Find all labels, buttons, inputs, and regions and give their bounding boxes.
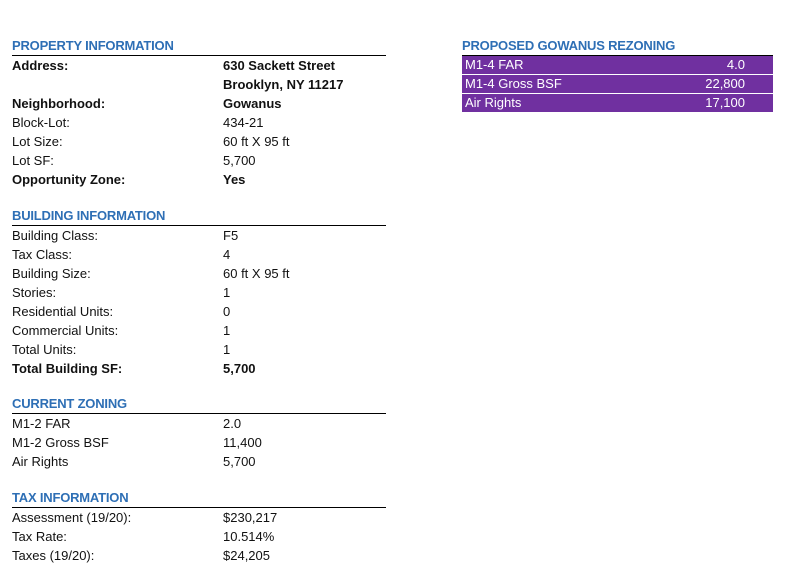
row-label: Taxes (19/20): [12, 548, 95, 563]
rezoning-gross-bsf-row [462, 75, 773, 94]
row-label: M1-2 Gross BSF [12, 435, 109, 450]
row-label: Tax Rate: [12, 529, 67, 544]
current-zoning-title: CURRENT ZONING [12, 396, 386, 414]
rezoning-air-rights-row [462, 94, 773, 112]
rezoning-table [462, 56, 773, 112]
row-label: Lot Size: [12, 134, 63, 149]
block-lot-row [12, 113, 386, 132]
row-label: Air Rights [12, 454, 69, 469]
row-label: Residential Units: [12, 304, 114, 319]
row-value: 5,700 [223, 361, 256, 376]
row-label: Stories: [12, 285, 57, 300]
row-label: Air Rights [465, 95, 522, 110]
assessment-row [12, 508, 386, 527]
row-label: M1-2 FAR [12, 416, 71, 431]
row-value: 4.0 [726, 57, 745, 72]
address-value [223, 56, 343, 94]
lot-sf-row [12, 151, 386, 170]
row-label: Total Building SF: [12, 361, 123, 376]
row-value: 5,700 [223, 454, 256, 469]
address-label: Address: [12, 58, 69, 73]
building-class-row [12, 226, 386, 245]
building-information-section [12, 208, 386, 378]
zoning-gross-bsf-row [12, 433, 386, 452]
row-value: F5 [223, 228, 239, 243]
row-value: 11,400 [223, 435, 262, 450]
row-label: Tax Class: [12, 247, 72, 262]
tax-information-section [12, 490, 386, 565]
residential-units-row [12, 302, 386, 321]
lot-size-row [12, 132, 386, 151]
row-value: 2.0 [223, 416, 242, 431]
building-information-title: BUILDING INFORMATION [12, 208, 386, 226]
row-label: Neighborhood: [12, 96, 106, 111]
row-value: 1 [223, 323, 231, 338]
row-label: Building Class: [12, 228, 98, 243]
row-value: 17,100 [705, 95, 745, 110]
zoning-far-row [12, 414, 386, 433]
row-value: $230,217 [223, 510, 278, 525]
commercial-units-row [12, 321, 386, 340]
row-label: M1-4 FAR [465, 57, 524, 72]
property-information-section [12, 38, 386, 189]
row-value: 60 ft X 95 ft [223, 266, 290, 281]
address-line1: 630 Sackett Street [223, 58, 336, 73]
rezoning-far-row [462, 56, 773, 75]
taxes-row [12, 546, 386, 565]
row-value: $24,205 [223, 548, 270, 563]
row-value: 1 [223, 285, 231, 300]
row-label: Building Size: [12, 266, 91, 281]
row-value: Gowanus [223, 96, 282, 111]
row-value: Yes [223, 172, 246, 187]
current-zoning-section [12, 396, 386, 471]
property-information-title: PROPERTY INFORMATION [12, 38, 386, 56]
row-value: 1 [223, 342, 231, 357]
row-label: Total Units: [12, 342, 77, 357]
address-line2: Brooklyn, NY 11217 [223, 77, 344, 92]
row-label: Assessment (19/20): [12, 510, 132, 525]
row-label: M1-4 Gross BSF [465, 76, 562, 91]
proposed-rezoning-section [462, 38, 773, 112]
row-value: 4 [223, 247, 231, 262]
opportunity-zone-row [12, 170, 386, 189]
zoning-air-rights-row [12, 452, 386, 471]
tax-class-row [12, 245, 386, 264]
row-value: 60 ft X 95 ft [223, 134, 290, 149]
row-label: Block-Lot: [12, 115, 70, 130]
stories-row [12, 283, 386, 302]
total-units-row [12, 340, 386, 359]
tax-information-title: TAX INFORMATION [12, 490, 386, 508]
row-value: 0 [223, 304, 231, 319]
row-label: Commercial Units: [12, 323, 119, 338]
row-label: Opportunity Zone: [12, 172, 126, 187]
row-value: 434-21 [223, 115, 264, 130]
proposed-rezoning-title: PROPOSED GOWANUS REZONING [462, 38, 773, 56]
neighborhood-row [12, 94, 386, 113]
address-row [12, 56, 386, 94]
row-value: 10.514% [223, 529, 275, 544]
building-size-row [12, 264, 386, 283]
row-value: 5,700 [223, 153, 256, 168]
total-building-sf-row [12, 359, 386, 378]
row-value: 22,800 [705, 76, 745, 91]
row-label: Lot SF: [12, 153, 54, 168]
tax-rate-row [12, 527, 386, 546]
